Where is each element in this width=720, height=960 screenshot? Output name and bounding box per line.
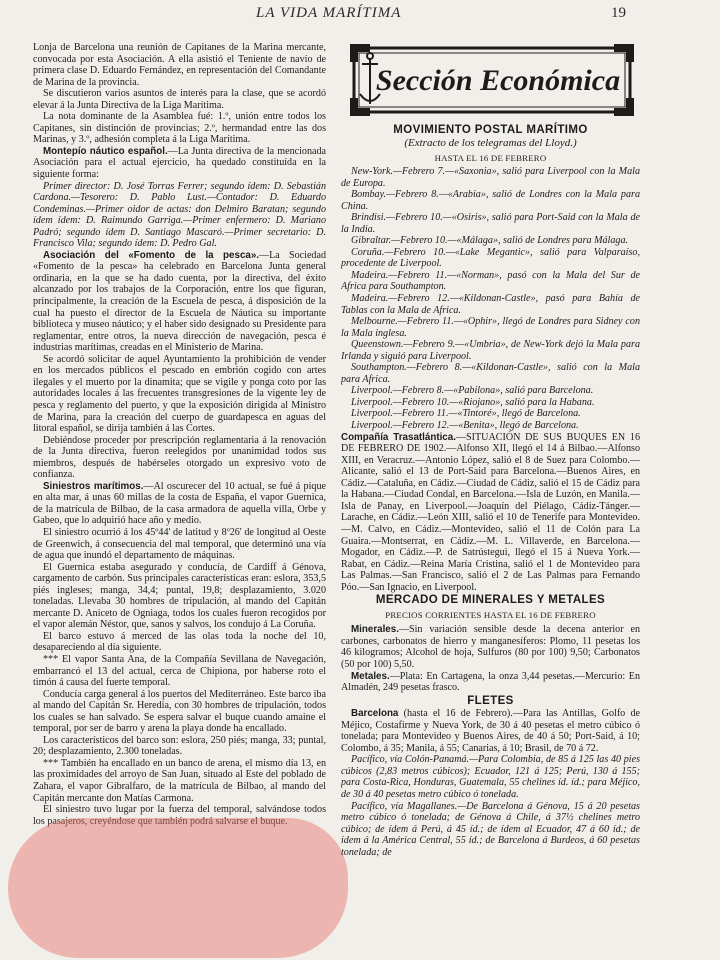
paragraph: El barco estuvo á merced de las olas toda la noche del 10, desapareciendo al día siguiente. [33, 630, 326, 654]
left-column [33, 42, 326, 947]
trasatlantica-section [341, 432, 640, 594]
movimiento-subtitle: (Extracto de los telegramas del Lloyd.) [404, 137, 577, 149]
paragraph: El siniestro tuvo lugar por la fuerza del temporal, salvándose todos los pasajeros, creyéndose que también podrá salvarse el buque. [33, 804, 326, 827]
seccion-economica-banner [346, 42, 638, 118]
page-header [0, 4, 720, 26]
section-heading: Compañía Trasatlántica. [341, 431, 456, 443]
hasta-date: HASTA EL 16 DE FEBRERO [434, 153, 547, 163]
postal-entry: Southampton.—Febrero 8.—«Kildonan-Castle», salió con la Mala para Africa. [341, 362, 640, 385]
paragraph: La nota dominante de la Asamblea fué: 1.º, unión entre todos los Capitanes, sin distinción de provincias; 2.º, hermandad entre las dos Marinas, y 3.º, adhesión completa á la Liga Marítima. [33, 111, 326, 146]
minerales-section [341, 624, 640, 670]
right-column [341, 166, 640, 951]
section-text: —Al oscurecer del 10 actual, se fué á pique en alta mar, á unas 60 millas de la costa de España, el vapor Guernica, de la matrícula de Bilbao, de la casa armadora de aquella villa, Orbe y Gabeo, que lo adquirió hace año y medio. [33, 480, 326, 527]
postal-entry: Brindisi.—Febrero 10.—«Osiris», salió para Port-Said con la Mala de la India. [341, 212, 640, 235]
fletes-title: FLETES [467, 694, 514, 707]
siniestros-section [33, 481, 326, 527]
paragraph: Pacífico, vía Colón-Panamá.—Para Colombia, de 85 á 125 las 40 pies cúbicos (2,83 metros cúbicos); Ecuador, 121 á 125; Perú, 130 á 155; para Costa-Rica, Honduras, Guatemala, 55 chelines íd. íd.; para Méjico, de 30 á 40 pesetas metro cúbico ó tonelada. [341, 754, 640, 800]
paragraph: *** El vapor Santa Ana, de la Compañía Sevillana de Navegación, embarrancó el 13 del actual, cerca de Chipiona, por haberse roto el timón á causa del fuerte temporal. [33, 653, 326, 689]
banner-frame [346, 42, 638, 118]
junta-list: Primer director: D. José Torras Ferrer; segundo ídem: D. Sebastián Cardona.—Tesorero: D. Pablo Lust.—Contador: D. Eduardo Condeminas.—Primer oidor de actas: don Delmiro Baratan; segundo ídem ídem: D. Raimundo Garriga.—Primer enfermero: D. Mariano Padró; segundo ídem D. Santiago Mascaró.—Primer secretario: D. Francisco Vila; segundo ídem: D. Pedro Gal. [33, 180, 326, 250]
montepio-section [33, 146, 326, 181]
postal-entry: Gibraltar.—Febrero 10.—«Málaga», salió de Londres para Málaga. [351, 235, 629, 247]
section-heading: Asociación del «Fomento de la pesca». [43, 249, 260, 261]
section-text: (hasta el 16 de Febrero).—Para las Antillas, Golfo de Méjico, Costafirme y Nueva York, de 30 á 40 pesetas el metro cúbico ó tonelada; para Montevideo y Buenos Aires, de 40 á 50; Port-Said, á 10; Colombo, á 35; Manila, á 55; Canarias, á 10; Brasil, de 70 á 72. [341, 708, 640, 754]
barcelona-section [341, 708, 640, 754]
postal-entry: Liverpool.—Febrero 10.—«Riojano», salió para la Habana. [351, 396, 595, 408]
precios-date: PRECIOS CORRIENTES HASTA EL 16 DE FEBRERO [385, 609, 596, 620]
postal-entry: Melbourne.—Febrero 11.—«Ophir», llegó de Londres para Sidney con la Mala inglesa. [341, 316, 640, 339]
section-heading: Montepío náutico español. [43, 145, 168, 157]
paragraph: Pacífico, vía Magallanes.—De Barcelona á Génova, 15 á 20 pesetas metro cúbico ó tonelada; de Génova á Chile, á 37½ chelines metro cúbico; de ídem á Perú, á 45 íd.; de ídem al Ecuador, 47 á 60 íd.; de ídem á la América Central, 55 íd.; de Barcelona á Burdeos, á 60 pesetas tonelada; de [341, 800, 640, 858]
postal-entry: Madeira.—Febrero 12.—«Kildonan-Castle», pasó para Bahía de Tablas con la Mala de Africa. [341, 293, 640, 316]
paragraph: El siniestro ocurrió á los 45º44' de latitud y 8º26' de longitud al Oeste de Greenwich, á consecuencia del mal temporal, que determinó una vía de agua que inundó el departamento de máquinas. [33, 526, 326, 562]
paragraph: El Guernica estaba asegurado y conducía, de Cardiff á Génova, cargamento de carbón. Sus principales características eran: eslora, 353,5 piés ingleses; manga, 34,4; puntal, 19,8; desplazamiento, 3.020 toneladas. Llevaba 30 hombres de tripulación, al mando del Capitán mercante D. Aniceto de Ogniaga, todos los cuales fueron recogidos por el vapor alemán Néstor, que, sanos y salvos, los condujo á La Coruña. [33, 561, 326, 631]
paragraph: Los característicos del barco son: eslora, 250 piés; manga, 33; puntal, 20; desplazamiento, 2.300 toneladas. [33, 734, 326, 758]
paragraph: Conducía carga general á los puertos del Mediterráneo. Este barco iba al mando del Capitán Sr. Heredia, con 30 hombres de tripulación, todos los cuales se han salvado. Se espera salvar el buque cuando amaine el temporal, por ser de barro y arena la playa donde ha encallado. [33, 688, 326, 735]
section-heading: Siniestros marítimos. [43, 480, 144, 492]
paragraph: Lonja de Barcelona una reunión de Capitanes de la Marina mercante, convocada por esta Asociación. A ella asistió el Teniente de navío de primera clase D. Eduardo Fernández, en representación del Comandante de Marina de la provincia. [33, 42, 326, 88]
section-text: —SITUACIÓN DE SUS BUQUES EN 16 DE FEBRERO DE 1902.—Alfonso XII, llegó el 14 á Bilbao.—Alfonso XIII, en Veracruz.—Antonio López, salió el 8 de Suez para Colombo.—Alicante, salió el 13 de Port-Said para Barcelona.—Buenos Aires, en Cádiz.—Cataluña, en Cádiz.—Ciudad de Cádiz, salió el 15 de Cádiz para la Habana.—Ciudad Condal, en Barcelona.—Isla de Luzón, en Manila.—Isla de Panay, en Liverpool.—Joaquín del Piélago, Cádiz-Tánger.—Larache, en Cádiz.—León XIII, salió el 10 de Tenerife para Montevideo.—M. Calvo, en Cádiz.—Montevideo, salió el 11 de Colón para La Guaira.—Montserrat, en Cádiz.—M. L. Villaverde, en Barcelona.—Mogador, en Cádiz.—P. de Satrústegui, llegó el 15 á Nueva York.—Rabat, en Cádiz.—Reina María Cristina, salió el 1 de Montevideo para Las Palmas.—San Francisco, salió el 2 de Las Palmas para Fernando Póo.—San Ignacio, en Liverpool. [341, 431, 640, 593]
postal-entry: Liverpool.—Febrero 8.—«Pabilona», salió para Barcelona. [351, 385, 594, 397]
section-heading: Metales. [351, 670, 390, 682]
section-text: —Plata: En Cartagena, la onza 3,44 pesetas.—Mercurio: En Almadén, 249 pesetas frasco. [341, 670, 640, 694]
section-text: —La Sociedad «Fomento de la pesca» ha celebrado en Barcelona Junta general ordinaria, en la que se ha dado cuenta, por la directiva, del éxito alcanzado por los trabajos de la Corporación, entre los que figuran, principalmente, la creación de la Escuela de pesca, á disposición de la cual ha puesto el director de la Escuela de Náutica su importante biblioteca y museo náutico; y el haber sido designado su Presidente para reglamentar, entre otros, la nueva dirección de navegación, pesca é industrias marítimas, creadas en el Ministerio de Marina. [33, 249, 326, 354]
paragraph: Debiéndose proceder por prescripción reglamentaria á la renovación de la Junta directiva, fueron reelegidos por unanimidad todos sus miembros, después de habérseles otorgado un expresivo voto de confianza. [33, 434, 326, 481]
section-heading: Barcelona [351, 708, 399, 720]
movimiento-title: MOVIMIENTO POSTAL MARÍTIMO [393, 124, 588, 136]
paragraph: *** También ha encallado en un banco de arena, el mismo día 13, en las proximidades del arroyo de San Juan, situado al Este del poblado de Zahara, el vapor Gibralfaro, de la matrícula de Bilbao, al mando del Capitán mercante don Matías Carmona. [33, 757, 326, 804]
postal-entry: Liverpool.—Febrero 11.—«Tintoré», llegó de Barcelona. [351, 408, 581, 420]
running-title: LA VIDA MARÍTIMA [256, 5, 402, 21]
postal-entry: Liverpool.—Febrero 12.—«Benita», llegó de Barcelona. [351, 420, 579, 432]
postal-entry: Madeira.—Febrero 11.—«Norman», pasó con la Mala del Sur de Africa para Southampton. [341, 269, 640, 293]
mercado-title: MERCADO DE MINERALES Y METALES [375, 594, 606, 607]
section-text: —La Junta directiva de la mencionada Asociación para el actual ejercicio, ha quedado constituída en la siguiente forma: [33, 145, 326, 181]
paragraph: Se acordó solicitar de aquel Ayuntamiento la prohibición de vender en los mercados públicos el pescado en embrión cogido con artes ilegales y el muerto por la dinamita; que se vigile y ponga coto por las autoridades locales á las frecuentes transgresiones de la vigente ley de pesca y reglamento del puerto, y que la exposición dirigida al Ministro de Marina, para la creación del cuerpo de guardapesca en aguas del litoral español, se dirija también á las Cortes. [33, 353, 326, 435]
section-text: —Sin variación sensible desde la decena anterior en carbones, carbonatos de hierro y manganesíferos: Plomo, 11 pesetas los 46 kilogramos; Alcohol de hoja, Sulfuros (80 por 100) 9,50; Carbonatos (50 por 100) 5,50. [341, 624, 640, 670]
page-number: 19 [611, 5, 626, 21]
postal-entry: Queenstown.—Febrero 9.—«Umbria», de New-York dejó la Mala para Irlanda y siguió para Liverpool. [341, 339, 640, 362]
paragraph: Se discutieron varios asuntos de interés para la clase, que se acordó elevar á la Junta Directiva de la Liga Marítima. [33, 88, 326, 111]
section-heading: Minerales. [351, 624, 399, 636]
postal-entry: Bombay.—Febrero 8.—«Arabia», salió de Londres con la Mala para China. [341, 189, 640, 212]
postal-entry: Coruña.—Febrero 10.—«Lake Megantic», salió para Valparaíso, procedente de Liverpool. [341, 246, 640, 270]
postal-entry: New-York.—Febrero 7.—«Saxonia», salió para Liverpool con la Mala de Europa. [341, 166, 640, 189]
banner-title: Sección Económica [375, 64, 621, 97]
asociacion-section [33, 250, 326, 354]
metales-section [341, 671, 640, 694]
